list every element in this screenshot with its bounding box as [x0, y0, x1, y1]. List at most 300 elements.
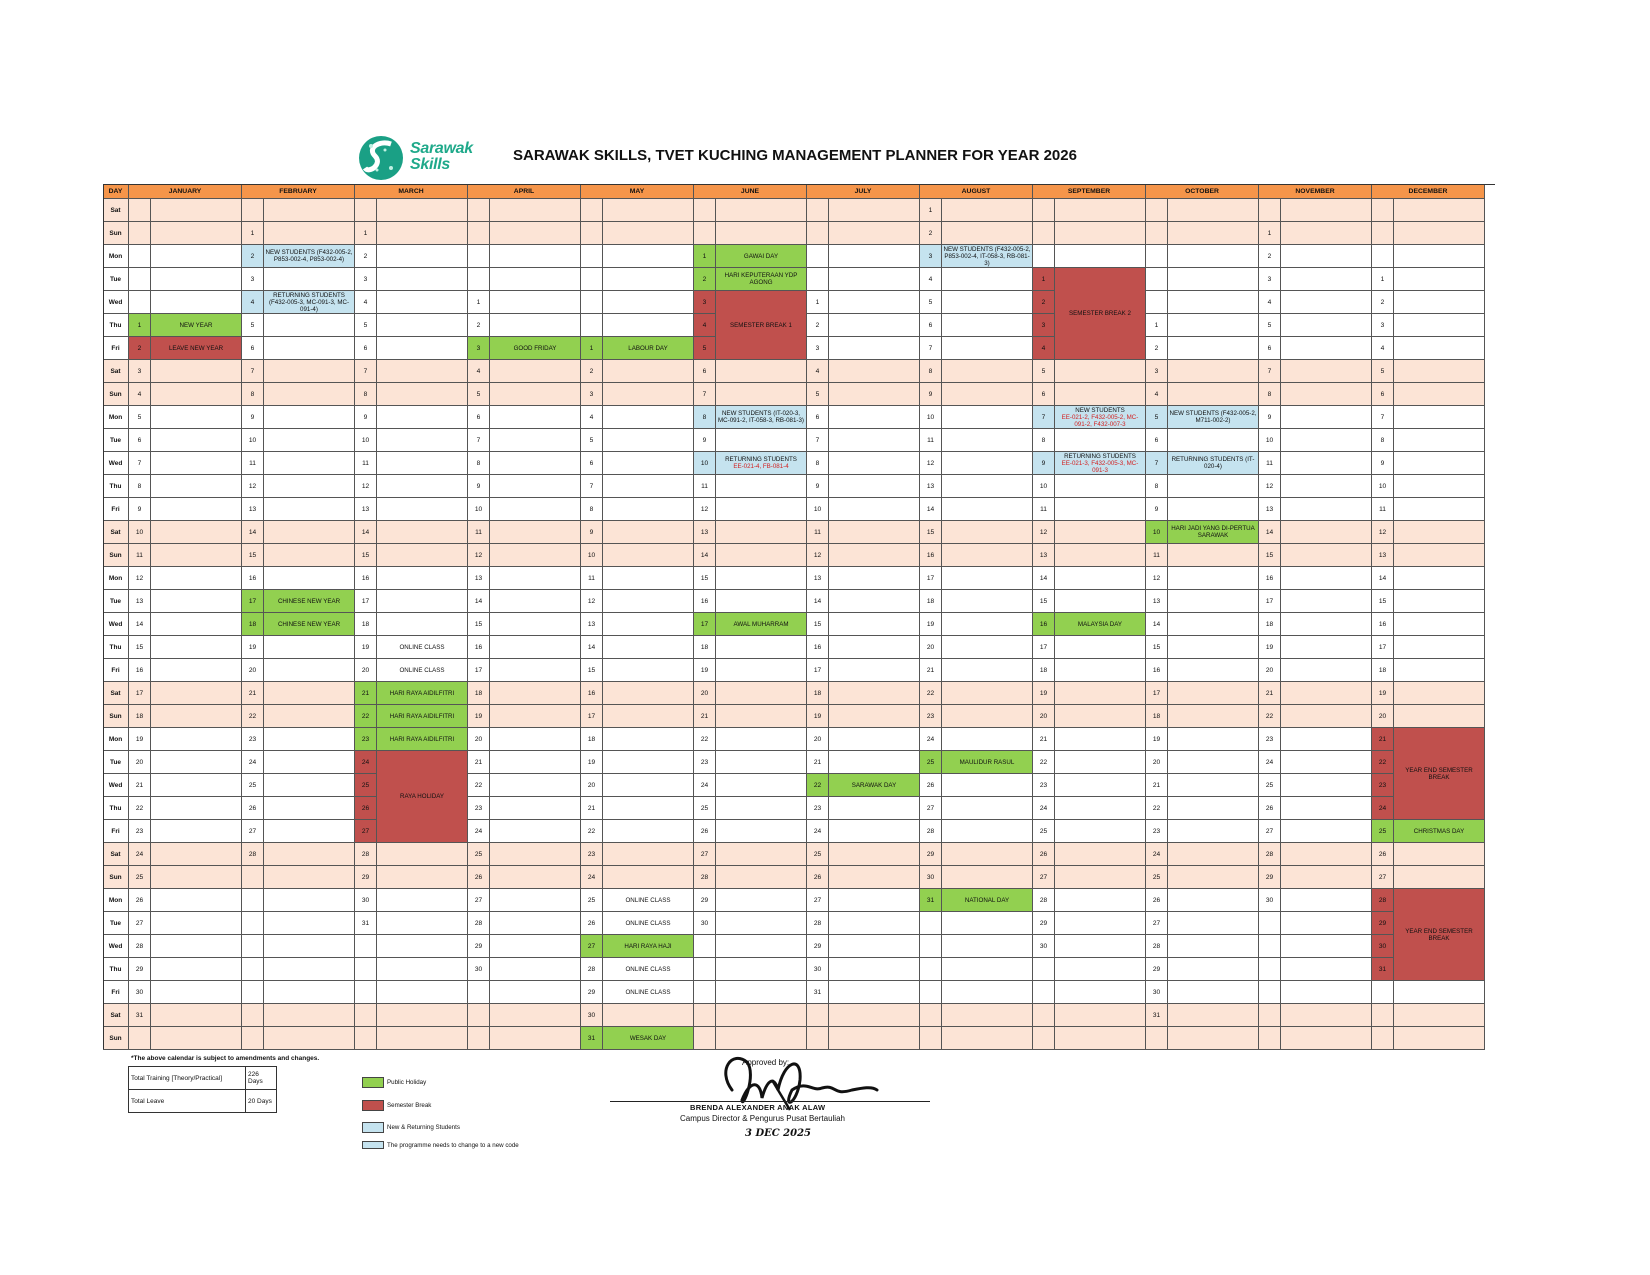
day-number-cell: 18 — [129, 705, 151, 728]
event-cell — [829, 935, 920, 958]
day-number-cell — [920, 935, 942, 958]
event-cell — [1055, 935, 1146, 958]
day-name-cell: Fri — [103, 820, 129, 843]
event-cell — [829, 383, 920, 406]
day-number-cell: 24 — [242, 751, 264, 774]
event-label — [716, 291, 807, 360]
event-cell — [603, 452, 694, 475]
event-cell — [942, 429, 1033, 452]
day-number-cell: 12 — [694, 498, 716, 521]
event-cell — [1168, 268, 1259, 291]
day-number-cell: 15 — [581, 659, 603, 682]
day-number-cell: 4 — [1259, 291, 1281, 314]
event-label — [716, 245, 807, 268]
event-cell — [1168, 935, 1259, 958]
event-cell — [151, 843, 242, 866]
day-number-cell: 9 — [242, 406, 264, 429]
day-number-cell: 25 — [1372, 820, 1394, 843]
event-cell — [490, 360, 581, 383]
event-cell — [264, 314, 355, 337]
day-name-cell: Thu — [103, 636, 129, 659]
disclaimer-note: *The above calendar is subject to amendments and changes. — [131, 1055, 320, 1062]
day-number-cell: 6 — [807, 406, 829, 429]
event-cell — [1281, 774, 1372, 797]
event-cell — [1394, 682, 1485, 705]
event-cell — [377, 406, 468, 429]
event-cell — [151, 889, 242, 912]
day-number-cell: 25 — [807, 843, 829, 866]
event-cell — [829, 1004, 920, 1027]
event-cell — [829, 590, 920, 613]
day-number-cell: 16 — [1372, 613, 1394, 636]
day-number-cell: 3 — [694, 291, 716, 314]
event-cell — [1168, 958, 1259, 981]
event-cell — [1055, 1027, 1146, 1050]
day-number-cell: 15 — [1372, 590, 1394, 613]
day-number-cell: 20 — [129, 751, 151, 774]
day-number-cell — [581, 291, 603, 314]
event-cell — [603, 843, 694, 866]
event-cell — [377, 337, 468, 360]
day-number-cell: 4 — [694, 314, 716, 337]
day-number-cell: 21 — [129, 774, 151, 797]
event-cell — [377, 429, 468, 452]
day-number-cell: 21 — [807, 751, 829, 774]
event-cell — [829, 751, 920, 774]
event-cell — [490, 958, 581, 981]
event-cell — [716, 429, 807, 452]
day-number-cell — [1372, 981, 1394, 1004]
day-number-cell: 6 — [1033, 383, 1055, 406]
event-cell — [716, 521, 807, 544]
day-number-cell: 10 — [129, 521, 151, 544]
event-cell — [490, 820, 581, 843]
event-cell — [264, 1027, 355, 1050]
day-number-cell: 28 — [920, 820, 942, 843]
day-number-cell: 24 — [694, 774, 716, 797]
day-number-cell: 28 — [694, 866, 716, 889]
event-cell — [1055, 705, 1146, 728]
event-cell — [151, 958, 242, 981]
day-number-cell: 4 — [1033, 337, 1055, 360]
day-number-cell: 17 — [807, 659, 829, 682]
day-number-cell: 20 — [694, 682, 716, 705]
day-number-cell: 22 — [581, 820, 603, 843]
event-cell — [490, 268, 581, 291]
event-cell — [1168, 820, 1259, 843]
day-number-cell — [1146, 1027, 1168, 1050]
day-number-cell — [468, 245, 490, 268]
day-number-cell: 12 — [1372, 521, 1394, 544]
day-number-cell: 8 — [807, 452, 829, 475]
day-number-cell: 19 — [807, 705, 829, 728]
event-cell — [151, 429, 242, 452]
day-number-cell: 29 — [807, 935, 829, 958]
event-cell — [829, 452, 920, 475]
event-cell — [490, 199, 581, 222]
day-number-cell: 12 — [581, 590, 603, 613]
day-number-cell: 21 — [694, 705, 716, 728]
day-number-cell: 10 — [1372, 475, 1394, 498]
day-number-cell: 24 — [1033, 797, 1055, 820]
event-cell — [264, 705, 355, 728]
month-header-september: SEPTEMBER — [1033, 184, 1146, 199]
event-label — [151, 314, 242, 337]
event-cell — [490, 866, 581, 889]
month-header-may: MAY — [581, 184, 694, 199]
event-cell — [151, 820, 242, 843]
day-number-cell: 23 — [581, 843, 603, 866]
day-number-cell — [468, 268, 490, 291]
event-cell — [716, 843, 807, 866]
event-label — [377, 659, 468, 682]
stats-value: 20 Days — [246, 1090, 277, 1113]
event-cell — [1394, 291, 1485, 314]
day-number-cell: 22 — [1146, 797, 1168, 820]
day-number-cell: 10 — [920, 406, 942, 429]
legend-swatch — [362, 1077, 384, 1088]
event-text: NEW STUDENTS (IT-020-3, MC-091-2, IT-058-3, RB-081-3) — [718, 410, 804, 424]
event-cell — [603, 682, 694, 705]
day-number-cell: 15 — [468, 613, 490, 636]
event-cell — [716, 728, 807, 751]
event-cell — [603, 797, 694, 820]
event-cell — [264, 429, 355, 452]
event-cell — [377, 475, 468, 498]
day-number-cell: 30 — [581, 1004, 603, 1027]
day-number-cell: 27 — [920, 797, 942, 820]
day-number-cell: 14 — [807, 590, 829, 613]
event-cell — [1394, 544, 1485, 567]
day-number-cell: 1 — [807, 291, 829, 314]
event-cell — [264, 268, 355, 291]
day-number-cell: 27 — [468, 889, 490, 912]
day-number-cell: 17 — [694, 613, 716, 636]
day-number-cell: 15 — [694, 567, 716, 590]
event-cell — [264, 498, 355, 521]
event-cell — [264, 544, 355, 567]
day-number-cell: 16 — [920, 544, 942, 567]
day-number-cell — [920, 981, 942, 1004]
event-cell — [490, 659, 581, 682]
event-cell — [603, 291, 694, 314]
day-number-cell — [129, 291, 151, 314]
event-text: RETURNING STUDENTS — [1064, 452, 1136, 460]
event-cell — [1168, 360, 1259, 383]
day-number-cell: 8 — [242, 383, 264, 406]
day-name-cell: Sat — [103, 682, 129, 705]
day-number-cell — [694, 1004, 716, 1027]
event-cell — [1055, 544, 1146, 567]
event-cell — [1168, 1027, 1259, 1050]
event-cell — [490, 521, 581, 544]
day-number-cell: 26 — [468, 866, 490, 889]
day-number-cell: 12 — [807, 544, 829, 567]
legend-swatch — [362, 1141, 384, 1149]
day-number-cell: 2 — [581, 360, 603, 383]
event-cell — [1281, 452, 1372, 475]
event-cell — [490, 912, 581, 935]
day-number-cell: 4 — [468, 360, 490, 383]
event-cell — [151, 912, 242, 935]
day-number-cell: 29 — [694, 889, 716, 912]
day-number-cell: 14 — [1259, 521, 1281, 544]
event-label — [1168, 406, 1259, 429]
event-cell — [151, 1004, 242, 1027]
event-cell — [490, 1027, 581, 1050]
day-number-cell — [242, 912, 264, 935]
event-text: LEAVE NEW YEAR — [168, 344, 224, 352]
event-cell — [1055, 475, 1146, 498]
day-number-cell: 7 — [468, 429, 490, 452]
day-number-cell: 11 — [242, 452, 264, 475]
stats-table — [128, 1066, 277, 1113]
day-name-cell: Tue — [103, 429, 129, 452]
day-number-cell: 24 — [1146, 843, 1168, 866]
event-cell — [942, 406, 1033, 429]
month-header-march: MARCH — [355, 184, 468, 199]
signatory-name: BRENDA ALEXANDER ANAK ALAW — [690, 1103, 826, 1112]
event-text: ONLINE CLASS — [399, 666, 445, 674]
event-text: NEW YEAR — [179, 321, 213, 329]
day-number-cell — [1146, 199, 1168, 222]
event-cell — [264, 912, 355, 935]
event-label — [1394, 889, 1485, 981]
day-number-cell — [355, 981, 377, 1004]
day-column-header: DAY — [103, 184, 129, 199]
day-number-cell: 18 — [1372, 659, 1394, 682]
event-text: CHINESE NEW YEAR — [277, 620, 341, 628]
day-number-cell: 6 — [242, 337, 264, 360]
event-cell — [264, 222, 355, 245]
day-number-cell: 24 — [355, 751, 377, 774]
day-number-cell: 25 — [694, 797, 716, 820]
day-number-cell: 5 — [468, 383, 490, 406]
day-number-cell: 22 — [355, 705, 377, 728]
event-cell — [1281, 659, 1372, 682]
day-number-cell: 22 — [694, 728, 716, 751]
day-number-cell: 19 — [920, 613, 942, 636]
day-number-cell: 7 — [1033, 406, 1055, 429]
day-number-cell — [581, 245, 603, 268]
day-number-cell: 26 — [242, 797, 264, 820]
legend-item-students — [362, 1122, 460, 1133]
event-cell — [1394, 429, 1485, 452]
event-cell — [603, 1004, 694, 1027]
event-label — [377, 636, 468, 659]
event-cell — [264, 682, 355, 705]
day-number-cell — [242, 1004, 264, 1027]
event-cell — [490, 889, 581, 912]
day-number-cell: 17 — [1033, 636, 1055, 659]
event-label — [603, 889, 694, 912]
day-number-cell: 17 — [1259, 590, 1281, 613]
day-number-cell: 11 — [1146, 544, 1168, 567]
event-text: ONLINE CLASS — [625, 896, 671, 904]
day-number-cell — [468, 1004, 490, 1027]
event-label — [603, 981, 694, 1004]
day-number-cell: 6 — [1259, 337, 1281, 360]
event-cell — [1394, 1027, 1485, 1050]
day-number-cell: 5 — [807, 383, 829, 406]
day-number-cell: 13 — [694, 521, 716, 544]
event-label — [377, 705, 468, 728]
event-cell — [603, 590, 694, 613]
day-name-cell: Sat — [103, 843, 129, 866]
event-cell — [1281, 498, 1372, 521]
event-cell — [151, 406, 242, 429]
day-number-cell — [1033, 199, 1055, 222]
event-cell — [603, 406, 694, 429]
event-cell — [1168, 429, 1259, 452]
event-cell — [716, 682, 807, 705]
event-cell — [264, 383, 355, 406]
sarawak-skills-logo — [355, 132, 495, 184]
day-number-cell: 27 — [1372, 866, 1394, 889]
day-number-cell: 10 — [807, 498, 829, 521]
day-number-cell: 17 — [129, 682, 151, 705]
event-label — [264, 590, 355, 613]
day-number-cell: 23 — [129, 820, 151, 843]
event-text: CHRISTMAS DAY — [1413, 827, 1465, 835]
day-number-cell: 9 — [807, 475, 829, 498]
day-number-cell: 30 — [1372, 935, 1394, 958]
day-number-cell: 24 — [581, 866, 603, 889]
day-name-cell: Sat — [103, 199, 129, 222]
event-cell — [377, 912, 468, 935]
day-number-cell — [1372, 245, 1394, 268]
day-number-cell — [1372, 199, 1394, 222]
event-cell — [942, 981, 1033, 1004]
event-cell — [942, 705, 1033, 728]
day-number-cell: 13 — [355, 498, 377, 521]
event-cell — [264, 406, 355, 429]
day-name-cell: Tue — [103, 268, 129, 291]
event-cell — [829, 268, 920, 291]
day-number-cell: 26 — [581, 912, 603, 935]
day-number-cell: 28 — [355, 843, 377, 866]
day-number-cell: 14 — [581, 636, 603, 659]
day-number-cell: 7 — [581, 475, 603, 498]
event-text: SEMESTER BREAK 1 — [730, 321, 792, 329]
event-cell — [942, 935, 1033, 958]
event-cell — [1281, 429, 1372, 452]
day-number-cell — [1033, 1004, 1055, 1027]
day-number-cell: 7 — [1372, 406, 1394, 429]
event-label — [264, 245, 355, 268]
day-number-cell: 8 — [1259, 383, 1281, 406]
day-number-cell: 5 — [129, 406, 151, 429]
day-number-cell: 5 — [581, 429, 603, 452]
day-number-cell: 21 — [1259, 682, 1281, 705]
event-cell — [1055, 567, 1146, 590]
day-number-cell: 9 — [1372, 452, 1394, 475]
day-number-cell: 8 — [1146, 475, 1168, 498]
day-number-cell: 3 — [242, 268, 264, 291]
day-number-cell — [807, 1004, 829, 1027]
event-cell — [829, 360, 920, 383]
event-cell — [942, 659, 1033, 682]
day-number-cell: 13 — [1259, 498, 1281, 521]
day-number-cell: 5 — [1259, 314, 1281, 337]
event-cell — [264, 521, 355, 544]
day-number-cell — [1033, 1027, 1055, 1050]
event-cell — [1394, 337, 1485, 360]
event-cell — [942, 843, 1033, 866]
day-number-cell: 17 — [468, 659, 490, 682]
day-number-cell: 25 — [1259, 774, 1281, 797]
event-cell — [377, 866, 468, 889]
day-number-cell: 20 — [355, 659, 377, 682]
event-cell — [942, 452, 1033, 475]
event-cell — [716, 360, 807, 383]
event-cell — [377, 958, 468, 981]
event-cell — [490, 245, 581, 268]
event-cell — [377, 590, 468, 613]
day-number-cell: 24 — [1259, 751, 1281, 774]
event-text: AWAL MUHARRAM — [733, 620, 789, 628]
signature-line — [610, 1101, 930, 1102]
page-title: SARAWAK SKILLS, TVET KUCHING MANAGEMENT PLANNER FOR YEAR 2026 — [513, 147, 1077, 164]
event-label — [1394, 728, 1485, 820]
day-number-cell: 13 — [581, 613, 603, 636]
day-number-cell — [807, 1027, 829, 1050]
event-cell — [603, 751, 694, 774]
day-number-cell: 9 — [468, 475, 490, 498]
logo-text-line1: Sarawak — [410, 140, 473, 157]
event-cell — [716, 820, 807, 843]
day-number-cell: 12 — [355, 475, 377, 498]
event-cell — [1055, 429, 1146, 452]
day-number-cell: 28 — [807, 912, 829, 935]
event-cell — [1055, 590, 1146, 613]
event-cell — [716, 1027, 807, 1050]
day-number-cell: 25 — [129, 866, 151, 889]
event-cell — [829, 521, 920, 544]
day-number-cell: 19 — [1146, 728, 1168, 751]
event-cell — [1394, 406, 1485, 429]
signatory-role: Campus Director & Pengurus Pusat Bertauliah — [680, 1114, 845, 1123]
event-cell — [1281, 383, 1372, 406]
event-cell — [1055, 383, 1146, 406]
day-number-cell: 3 — [920, 245, 942, 268]
event-cell — [490, 590, 581, 613]
month-header-july: JULY — [807, 184, 920, 199]
day-number-cell: 25 — [468, 843, 490, 866]
event-cell — [1168, 613, 1259, 636]
event-cell — [716, 981, 807, 1004]
day-number-cell: 19 — [1259, 636, 1281, 659]
event-label — [1055, 613, 1146, 636]
event-cell — [264, 199, 355, 222]
event-text: YEAR END SEMESTER BREAK — [1405, 766, 1473, 781]
day-number-cell: 7 — [1259, 360, 1281, 383]
day-number-cell: 26 — [694, 820, 716, 843]
day-number-cell: 27 — [1146, 912, 1168, 935]
day-number-cell: 7 — [1146, 452, 1168, 475]
day-number-cell: 28 — [242, 843, 264, 866]
day-number-cell: 22 — [807, 774, 829, 797]
day-number-cell: 16 — [1033, 613, 1055, 636]
day-number-cell: 3 — [1146, 360, 1168, 383]
event-cell — [829, 659, 920, 682]
day-name-cell: Thu — [103, 475, 129, 498]
event-text: HARI RAYA AIDILFITRI — [389, 689, 455, 697]
event-cell — [1055, 820, 1146, 843]
event-cell — [1281, 866, 1372, 889]
day-number-cell: 26 — [1259, 797, 1281, 820]
event-cell — [490, 498, 581, 521]
